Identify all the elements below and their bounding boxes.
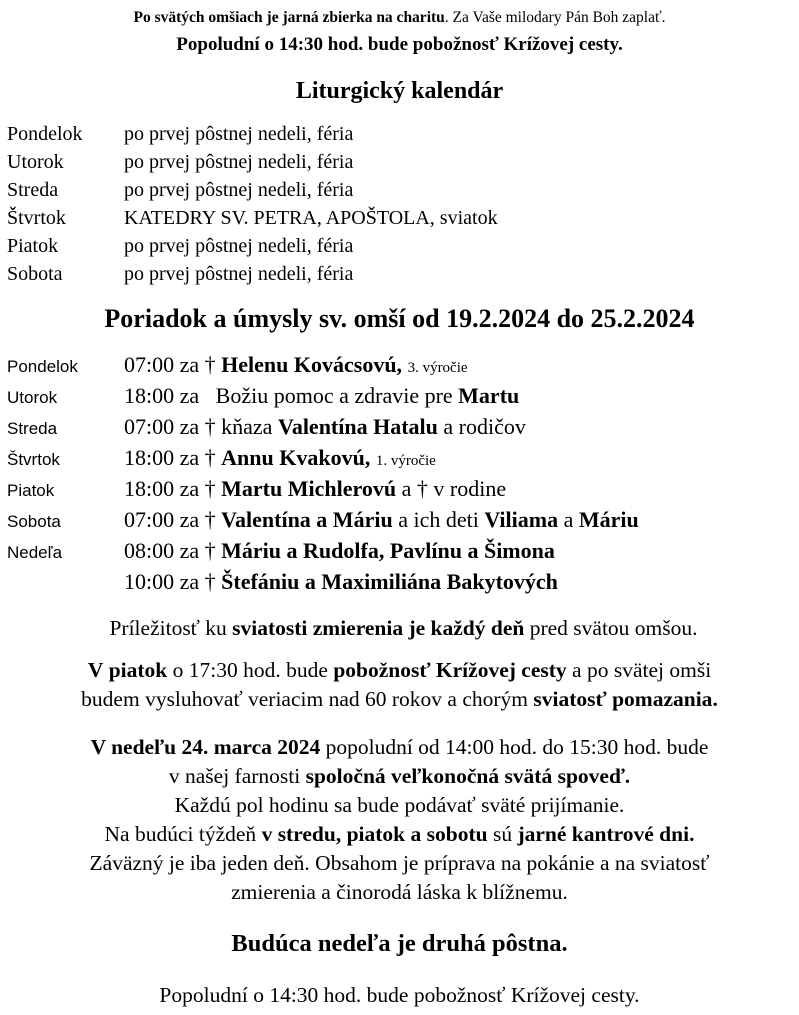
liturgical-calendar-title: Liturgický kalendár [295, 78, 504, 104]
confession-text: Príležitosť ku [109, 616, 227, 640]
liturgical-row [7, 260, 498, 288]
mass-time: 18:00 za † [124, 445, 216, 470]
mass-intention-name: Martu Michlerovú [221, 476, 397, 501]
friday-bold: sviatosť pomazania [533, 687, 713, 711]
easter-bold: jarné kantrové dni. [517, 822, 695, 846]
mass-intention-name: Martu [458, 383, 520, 408]
mass-intention-name: Viliama [484, 507, 559, 532]
mass-row [7, 566, 639, 597]
mass-intention-name: Máriu a Rudolfa, Pavlínu a Šimona [221, 538, 555, 563]
mass-row [7, 380, 639, 411]
friday-bold: . [712, 687, 718, 711]
liturgical-day: Streda [7, 179, 59, 201]
mass-intention-text: Božiu pomoc a zdravie pre [215, 383, 453, 408]
friday-text: budem vysluhovať veriacim nad 60 rokov a chorým [81, 687, 529, 711]
mass-day: Streda [7, 419, 58, 438]
liturgical-calendar [7, 120, 498, 288]
mass-row [7, 349, 639, 380]
mass-time: 08:00 za † [124, 538, 216, 563]
easter-text: Na budúci týždeň [104, 822, 257, 846]
mass-day: Nedeľa [7, 543, 63, 562]
mass-intention-name: Valentína a Máriu [221, 507, 393, 532]
easter-text: Záväzný je iba jeden deň. Obsahom je príprava na pokánie a na sviatosť [89, 851, 710, 875]
next-sunday-heading: Budúca nedeľa je druhá pôstna. [231, 930, 568, 957]
mass-time: 07:00 za † [124, 414, 216, 439]
easter-bold: v stredu, piatok a sobotu [261, 822, 488, 846]
mass-time: 07:00 za † [124, 507, 216, 532]
mass-row [7, 504, 639, 535]
liturgical-row [7, 120, 498, 148]
liturgical-row [7, 148, 498, 176]
mass-time: 07:00 za † [124, 352, 216, 377]
confession-bold: sviatosti zmierenia je každý deň [232, 616, 525, 640]
easter-bold: spoločná veľkonočná svätá spoveď. [305, 764, 631, 788]
mass-intention-text: a rodičov [443, 414, 526, 439]
mass-intention-text: a † v rodine [401, 476, 507, 501]
mass-intention-name: Annu Kvakovú, [221, 445, 371, 470]
mass-day: Sobota [7, 512, 61, 531]
easter-text: zmierenia a činorodá láska k blížnemu. [231, 880, 568, 904]
easter-text: popoludní od 14:00 hod. do 15:30 hod. bude [325, 735, 709, 759]
liturgical-text: po prvej pôstnej nedeli, féria [124, 179, 354, 201]
liturgical-text: KATEDRY SV. PETRA, APOŠTOLA, sviatok [124, 207, 498, 229]
bottom-stations-notice: Popoludní o 14:30 hod. bude pobožnosť Krížovej cesty. [159, 983, 640, 1007]
liturgical-day: Štvrtok [7, 207, 66, 229]
mass-time: 10:00 za † [124, 569, 216, 594]
liturgical-day: Sobota [7, 263, 63, 285]
mass-row [7, 442, 639, 473]
mass-row [7, 535, 639, 566]
stations-notice: Popoludní o 14:30 hod. bude pobožnosť Krížovej cesty. [176, 34, 623, 55]
mass-note: 3. výročie [407, 360, 468, 376]
collection-notice-rest: . Za Vaše milodary Pán Boh zaplať. [444, 9, 666, 26]
easter-text: Každú pol hodinu sa bude podávať sväté prijímanie. [174, 793, 625, 817]
mass-row [7, 473, 639, 504]
collection-notice [0, 8, 799, 28]
confession-paragraph [0, 614, 799, 643]
liturgical-text: po prvej pôstnej nedeli, féria [124, 235, 354, 257]
mass-day: Utorok [7, 388, 58, 407]
mass-note: 1. výročie [375, 453, 436, 469]
mass-day: Piatok [7, 481, 55, 500]
mass-row [7, 411, 639, 442]
friday-paragraph [0, 656, 799, 714]
mass-intention-text: a [563, 507, 574, 532]
mass-intention-name: Štefániu a Maximiliána Bakytových [221, 569, 558, 594]
friday-text: o 17:30 hod. bude [172, 658, 328, 682]
liturgical-text: po prvej pôstnej nedeli, féria [124, 263, 354, 285]
friday-bold: pobožnosť Krížovej cesty [333, 658, 567, 682]
mass-intention-text: kňaza [221, 414, 273, 439]
mass-time: 18:00 za † [124, 476, 216, 501]
liturgical-day: Piatok [7, 235, 59, 257]
friday-bold: V [87, 658, 104, 682]
easter-confession-paragraph [0, 733, 799, 907]
mass-intention-name: Máriu [578, 507, 639, 532]
mass-intention-name: Valentína Hatalu [277, 414, 438, 439]
easter-bold: V nedeľu 24. marca 2024 [90, 735, 321, 759]
mass-intention-text: a ich deti [398, 507, 479, 532]
mass-time: 18:00 za [124, 383, 200, 408]
friday-bold: piatok [108, 658, 168, 682]
mass-schedule [7, 349, 639, 597]
liturgical-text: po prvej pôstnej nedeli, féria [124, 123, 354, 145]
liturgical-day: Pondelok [7, 123, 83, 145]
mass-day: Štvrtok [7, 450, 60, 469]
liturgical-row [7, 176, 498, 204]
mass-day: Pondelok [7, 357, 78, 376]
confession-text: pred svätou omšou. [529, 616, 698, 640]
collection-notice-bold: Po svätých omšiach je jarná zbierka na charitu [133, 9, 445, 26]
mass-schedule-title: Poriadok a úmysly sv. omší od 19.2.2024 do 25.2.2024 [104, 304, 695, 333]
liturgical-day: Utorok [7, 151, 64, 173]
easter-text: v našej farnosti [168, 764, 301, 788]
liturgical-row [7, 204, 498, 232]
easter-text: sú [492, 822, 513, 846]
mass-intention-name: Helenu Kovácsovú, [221, 352, 403, 377]
liturgical-row [7, 232, 498, 260]
friday-text: a po svätej omši [572, 658, 712, 682]
liturgical-text: po prvej pôstnej nedeli, féria [124, 151, 354, 173]
